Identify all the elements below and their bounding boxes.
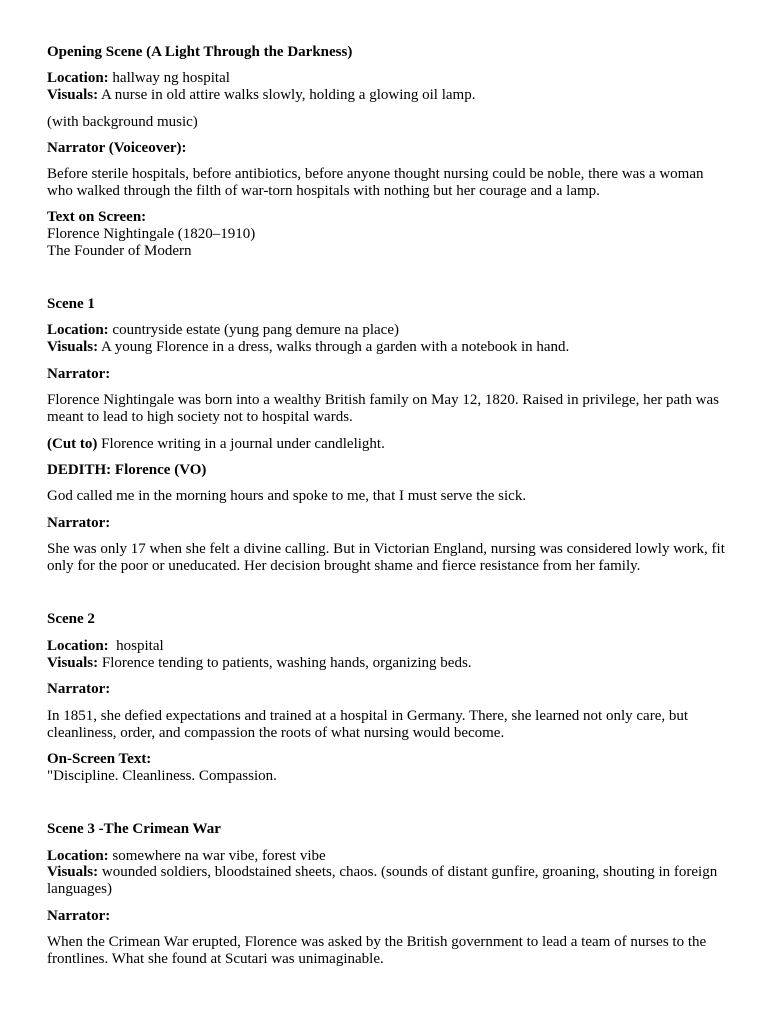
scene3-location — [47, 848, 326, 865]
scene2-location — [47, 638, 164, 655]
scene1-location — [47, 322, 399, 339]
opening-text-line-1: Florence Nightingale (1820–1910) — [47, 226, 256, 242]
opening-narrator-label: Narrator (Voiceover): — [47, 140, 187, 156]
scene1-narrator-label-1: Narrator: — [47, 366, 111, 382]
visuals-label: Visuals: — [47, 87, 99, 103]
scene1-dedith-label: DEDITH: Florence (VO) — [47, 462, 207, 478]
location-label: Location: — [47, 322, 109, 338]
cut-label: (Cut to) — [47, 436, 98, 452]
visuals-value: wounded soldiers, bloodstained sheets, chaos. (sounds of distant gunfire, groaning, shouting in foreign languages) — [47, 864, 718, 897]
opening-music-note: (with background music) — [47, 114, 198, 130]
location-label: Location: — [47, 638, 109, 654]
opening-visuals — [47, 87, 475, 104]
location-value: hallway ng hospital — [108, 70, 230, 86]
scene1-narration-2: She was only 17 when she felt a divine calling. But in Victorian England, nursing was considered lowly work, fit only for the poor or uneducated. Her decision brought shame and fierce resistance from her family. — [47, 541, 725, 574]
scene3-heading: Scene 3 -The Crimean War — [47, 821, 221, 837]
opening-narration: Before sterile hospitals, before antibiotics, before anyone thought nursing could be noble, there was a woman who walked through the filth of war-torn hospitals with nothing but her courage and a lamp. — [47, 166, 704, 199]
location-value: somewhere na war vibe, forest vibe — [108, 848, 326, 864]
opening-text-on-screen-label: Text on Screen: — [47, 209, 147, 225]
location-label: Location: — [47, 70, 109, 86]
scene2-heading: Scene 2 — [47, 611, 95, 627]
location-value: countryside estate (yung pang demure na place) — [108, 322, 399, 338]
scene1-narration-1: Florence Nightingale was born into a wealthy British family on May 12, 1820. Raised in privilege, her path was meant to lead to high society not to hospital wards. — [47, 392, 719, 425]
scene1-heading: Scene 1 — [47, 296, 95, 312]
visuals-label: Visuals: — [47, 864, 99, 880]
scene2-onscreen-label: On-Screen Text: — [47, 751, 152, 767]
scene1-cut-to — [47, 436, 385, 453]
scene2-narrator-label: Narrator: — [47, 681, 111, 697]
scene1-visuals — [47, 339, 569, 356]
cut-value: Florence writing in a journal under candlelight. — [97, 436, 385, 452]
visuals-label: Visuals: — [47, 655, 99, 671]
opening-text-line-2: The Founder of Modern — [47, 243, 192, 259]
visuals-value: A young Florence in a dress, walks through a garden with a notebook in hand. — [98, 339, 570, 355]
visuals-value: A nurse in old attire walks slowly, holding a glowing oil lamp. — [98, 87, 476, 103]
scene3-visuals — [47, 864, 727, 898]
opening-scene-heading: Opening Scene (A Light Through the Darkness) — [47, 44, 353, 60]
scene2-onscreen-value: "Discipline. Cleanliness. Compassion. — [47, 768, 277, 784]
location-label: Location: — [47, 848, 109, 864]
opening-location — [47, 70, 230, 87]
location-value: hospital — [108, 638, 164, 654]
scene2-narration: In 1851, she defied expectations and trained at a hospital in Germany. There, she learned not only care, but cleanliness, order, and compassion the roots of what nursing would become. — [47, 708, 689, 741]
visuals-label: Visuals: — [47, 339, 99, 355]
scene1-dedith-line: God called me in the morning hours and spoke to me, that I must serve the sick. — [47, 488, 527, 504]
scene3-narration: When the Crimean War erupted, Florence was asked by the British government to lead a team of nurses to the frontlines. What she found at Scutari was unimaginable. — [47, 934, 707, 967]
visuals-value: Florence tending to patients, washing hands, organizing beds. — [98, 655, 472, 671]
scene1-narrator-label-2: Narrator: — [47, 515, 111, 531]
scene3-narrator-label: Narrator: — [47, 908, 111, 924]
scene2-visuals — [47, 655, 472, 672]
